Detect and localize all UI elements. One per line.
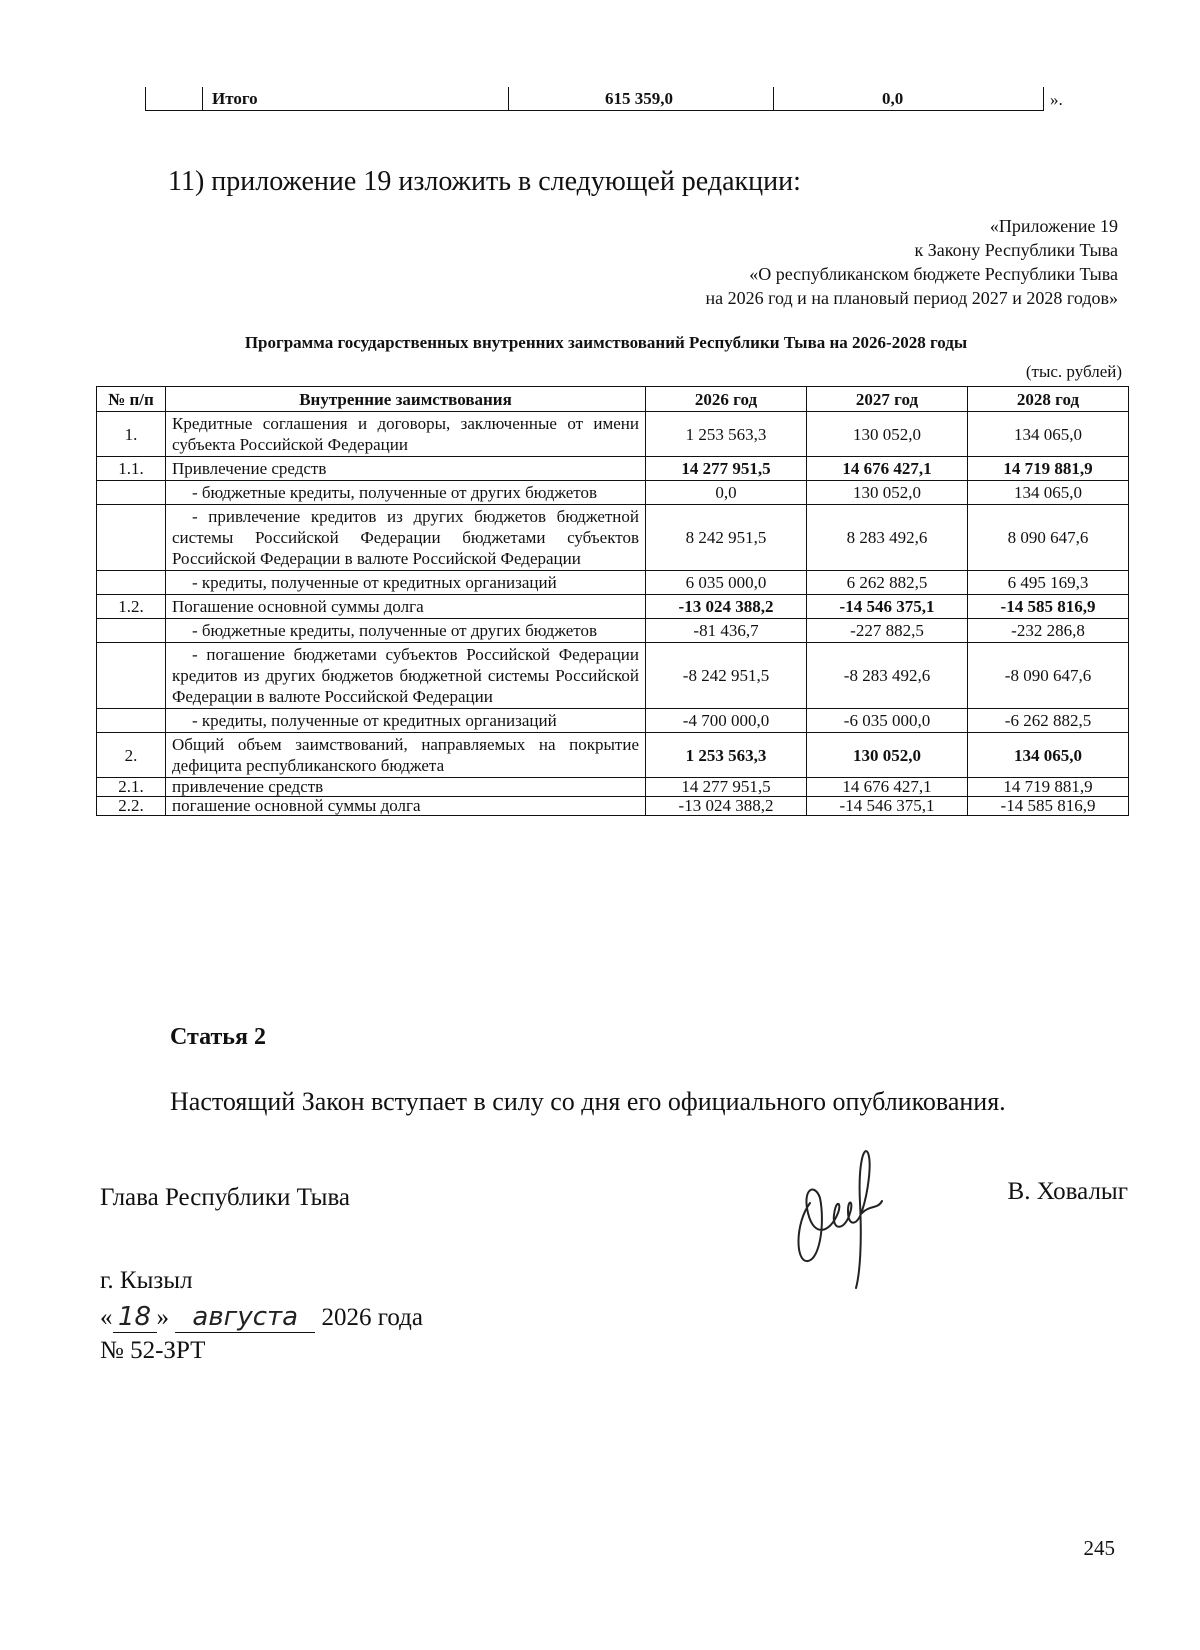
table-header-row xyxy=(97,387,1129,412)
row-value-2027: -6 035 000,0 xyxy=(807,709,968,733)
row-number: 1.1. xyxy=(97,457,166,481)
row-number xyxy=(97,619,166,643)
row-value-2028: 6 495 169,3 xyxy=(968,571,1129,595)
row-value-2026: 1 253 563,3 xyxy=(646,733,807,778)
row-value-2026: 14 277 951,5 xyxy=(646,457,807,481)
table-row xyxy=(97,505,1129,571)
total-label: Итого xyxy=(212,89,258,108)
row-value-2028: -14 585 816,9 xyxy=(968,595,1129,619)
article-text: Настоящий Закон вступает в силу со дня его официального опубликования. xyxy=(170,1087,1006,1116)
table-row xyxy=(97,797,1129,816)
row-value-2028: -8 090 647,6 xyxy=(968,643,1129,709)
row-value-2026: -81 436,7 xyxy=(646,619,807,643)
row-number: 2.2. xyxy=(97,797,166,816)
total-value-1: 615 359,0 xyxy=(605,89,673,108)
row-name: - бюджетные кредиты, полученные от других бюджетов xyxy=(166,481,646,505)
row-number: 2. xyxy=(97,733,166,778)
row-value-2026: 1 253 563,3 xyxy=(646,412,807,457)
row-name: погашение основной суммы долга xyxy=(166,797,646,816)
row-value-2027: 130 052,0 xyxy=(807,481,968,505)
row-number: 1.2. xyxy=(97,595,166,619)
row-value-2027: 6 262 882,5 xyxy=(807,571,968,595)
row-value-2028: -6 262 882,5 xyxy=(968,709,1129,733)
row-name: привлечение средств xyxy=(166,778,646,797)
row-name: Привлечение средств xyxy=(166,457,646,481)
row-value-2028: -232 286,8 xyxy=(968,619,1129,643)
row-name: - кредиты, полученные от кредитных организаций xyxy=(166,709,646,733)
table-row xyxy=(97,709,1129,733)
column-header-2026: 2026 год xyxy=(646,387,807,412)
appendix-header xyxy=(518,214,1118,310)
appendix-header-line: «О республиканском бюджете Республики Тыва xyxy=(749,264,1118,284)
appendix-header-line: «Приложение 19 xyxy=(989,216,1118,236)
row-value-2027: 8 283 492,6 xyxy=(807,505,968,571)
column-header-name: Внутренние заимствования xyxy=(166,387,646,412)
date-day-handwritten: 18 xyxy=(113,1302,157,1333)
table-row xyxy=(97,481,1129,505)
row-number xyxy=(97,643,166,709)
row-value-2026: -13 024 388,2 xyxy=(646,595,807,619)
appendix-header-line: на 2026 год и на плановый период 2027 и 2028 годов» xyxy=(705,288,1118,308)
page-number: 245 xyxy=(1083,1536,1115,1560)
row-value-2026: -4 700 000,0 xyxy=(646,709,807,733)
row-name: Кредитные соглашения и договоры, заключенные от имени субъекта Российской Федерации xyxy=(166,412,646,457)
row-name: - привлечение кредитов из других бюджетов бюджетной системы Российской Федерации бюджетами субъектов Российской Федерации в валюте Российской Федерации xyxy=(166,505,646,571)
row-value-2026: 8 242 951,5 xyxy=(646,505,807,571)
row-value-2027: -227 882,5 xyxy=(807,619,968,643)
row-value-2026: 6 035 000,0 xyxy=(646,571,807,595)
law-number: № 52-ЗРТ xyxy=(100,1337,206,1364)
amendment-item-11: 11) приложение 19 изложить в следующей редакции: xyxy=(168,166,801,197)
row-value-2028: 134 065,0 xyxy=(968,733,1129,778)
row-value-2027: 130 052,0 xyxy=(807,412,968,457)
units-label: (тыс. рублей) xyxy=(1025,362,1122,381)
program-title: Программа государственных внутренних заимствований Республики Тыва на 2026-2028 годы xyxy=(244,333,968,352)
row-name: - бюджетные кредиты, полученные от других бюджетов xyxy=(166,619,646,643)
row-number xyxy=(97,709,166,733)
row-value-2027: -14 546 375,1 xyxy=(807,797,968,816)
row-name: Общий объем заимствований, направляемых на покрытие дефицита республиканского бюджета xyxy=(166,733,646,778)
row-value-2028: 134 065,0 xyxy=(968,481,1129,505)
total-value-2: 0,0 xyxy=(882,89,904,108)
column-header-2027: 2027 год xyxy=(807,387,968,412)
signatory-name: В. Ховалыг xyxy=(1007,1178,1128,1205)
row-value-2026: 14 277 951,5 xyxy=(646,778,807,797)
row-number xyxy=(97,481,166,505)
column-header-number: № п/п xyxy=(97,387,166,412)
row-value-2028: 14 719 881,9 xyxy=(968,778,1129,797)
signing-date xyxy=(100,1302,423,1333)
signatory-title: Глава Республики Тыва xyxy=(100,1184,351,1211)
row-value-2027: -8 283 492,6 xyxy=(807,643,968,709)
row-name: Погашение основной суммы долга xyxy=(166,595,646,619)
place-of-signing: г. Кызыл xyxy=(100,1267,193,1294)
row-value-2028: -14 585 816,9 xyxy=(968,797,1129,816)
row-value-2027: -14 546 375,1 xyxy=(807,595,968,619)
closing-quote: ». xyxy=(1050,90,1063,109)
row-value-2028: 8 090 647,6 xyxy=(968,505,1129,571)
row-value-2027: 14 676 427,1 xyxy=(807,778,968,797)
row-value-2026: -13 024 388,2 xyxy=(646,797,807,816)
row-number xyxy=(97,505,166,571)
table-row xyxy=(97,571,1129,595)
row-value-2027: 130 052,0 xyxy=(807,733,968,778)
previous-table-total-row xyxy=(145,83,1043,111)
table-row xyxy=(97,643,1129,709)
column-header-2028: 2028 год xyxy=(968,387,1129,412)
row-value-2026: -8 242 951,5 xyxy=(646,643,807,709)
row-name: - погашение бюджетами субъектов Российской Федерации кредитов из других бюджетов бюджетной системы Российской Федерации в валюте Российской Федерации xyxy=(166,643,646,709)
article-title: Статья 2 xyxy=(170,1024,266,1050)
table-row xyxy=(97,733,1129,778)
table-row xyxy=(97,778,1129,797)
table-row xyxy=(97,412,1129,457)
table-row xyxy=(97,595,1129,619)
row-number: 1. xyxy=(97,412,166,457)
borrowings-table xyxy=(96,386,1129,816)
date-year: 2026 года xyxy=(321,1304,423,1331)
row-number xyxy=(97,571,166,595)
row-value-2026: 0,0 xyxy=(646,481,807,505)
row-value-2027: 14 676 427,1 xyxy=(807,457,968,481)
date-month-handwritten: августа xyxy=(175,1302,315,1333)
row-value-2028: 14 719 881,9 xyxy=(968,457,1129,481)
handwritten-signature xyxy=(790,1143,910,1293)
table-row xyxy=(97,619,1129,643)
table-row xyxy=(97,457,1129,481)
row-name: - кредиты, полученные от кредитных организаций xyxy=(166,571,646,595)
row-number: 2.1. xyxy=(97,778,166,797)
row-value-2028: 134 065,0 xyxy=(968,412,1129,457)
appendix-header-line: к Закону Республики Тыва xyxy=(914,240,1118,260)
date-close-quote: » xyxy=(156,1304,169,1331)
date-open-quote: « xyxy=(100,1304,113,1331)
